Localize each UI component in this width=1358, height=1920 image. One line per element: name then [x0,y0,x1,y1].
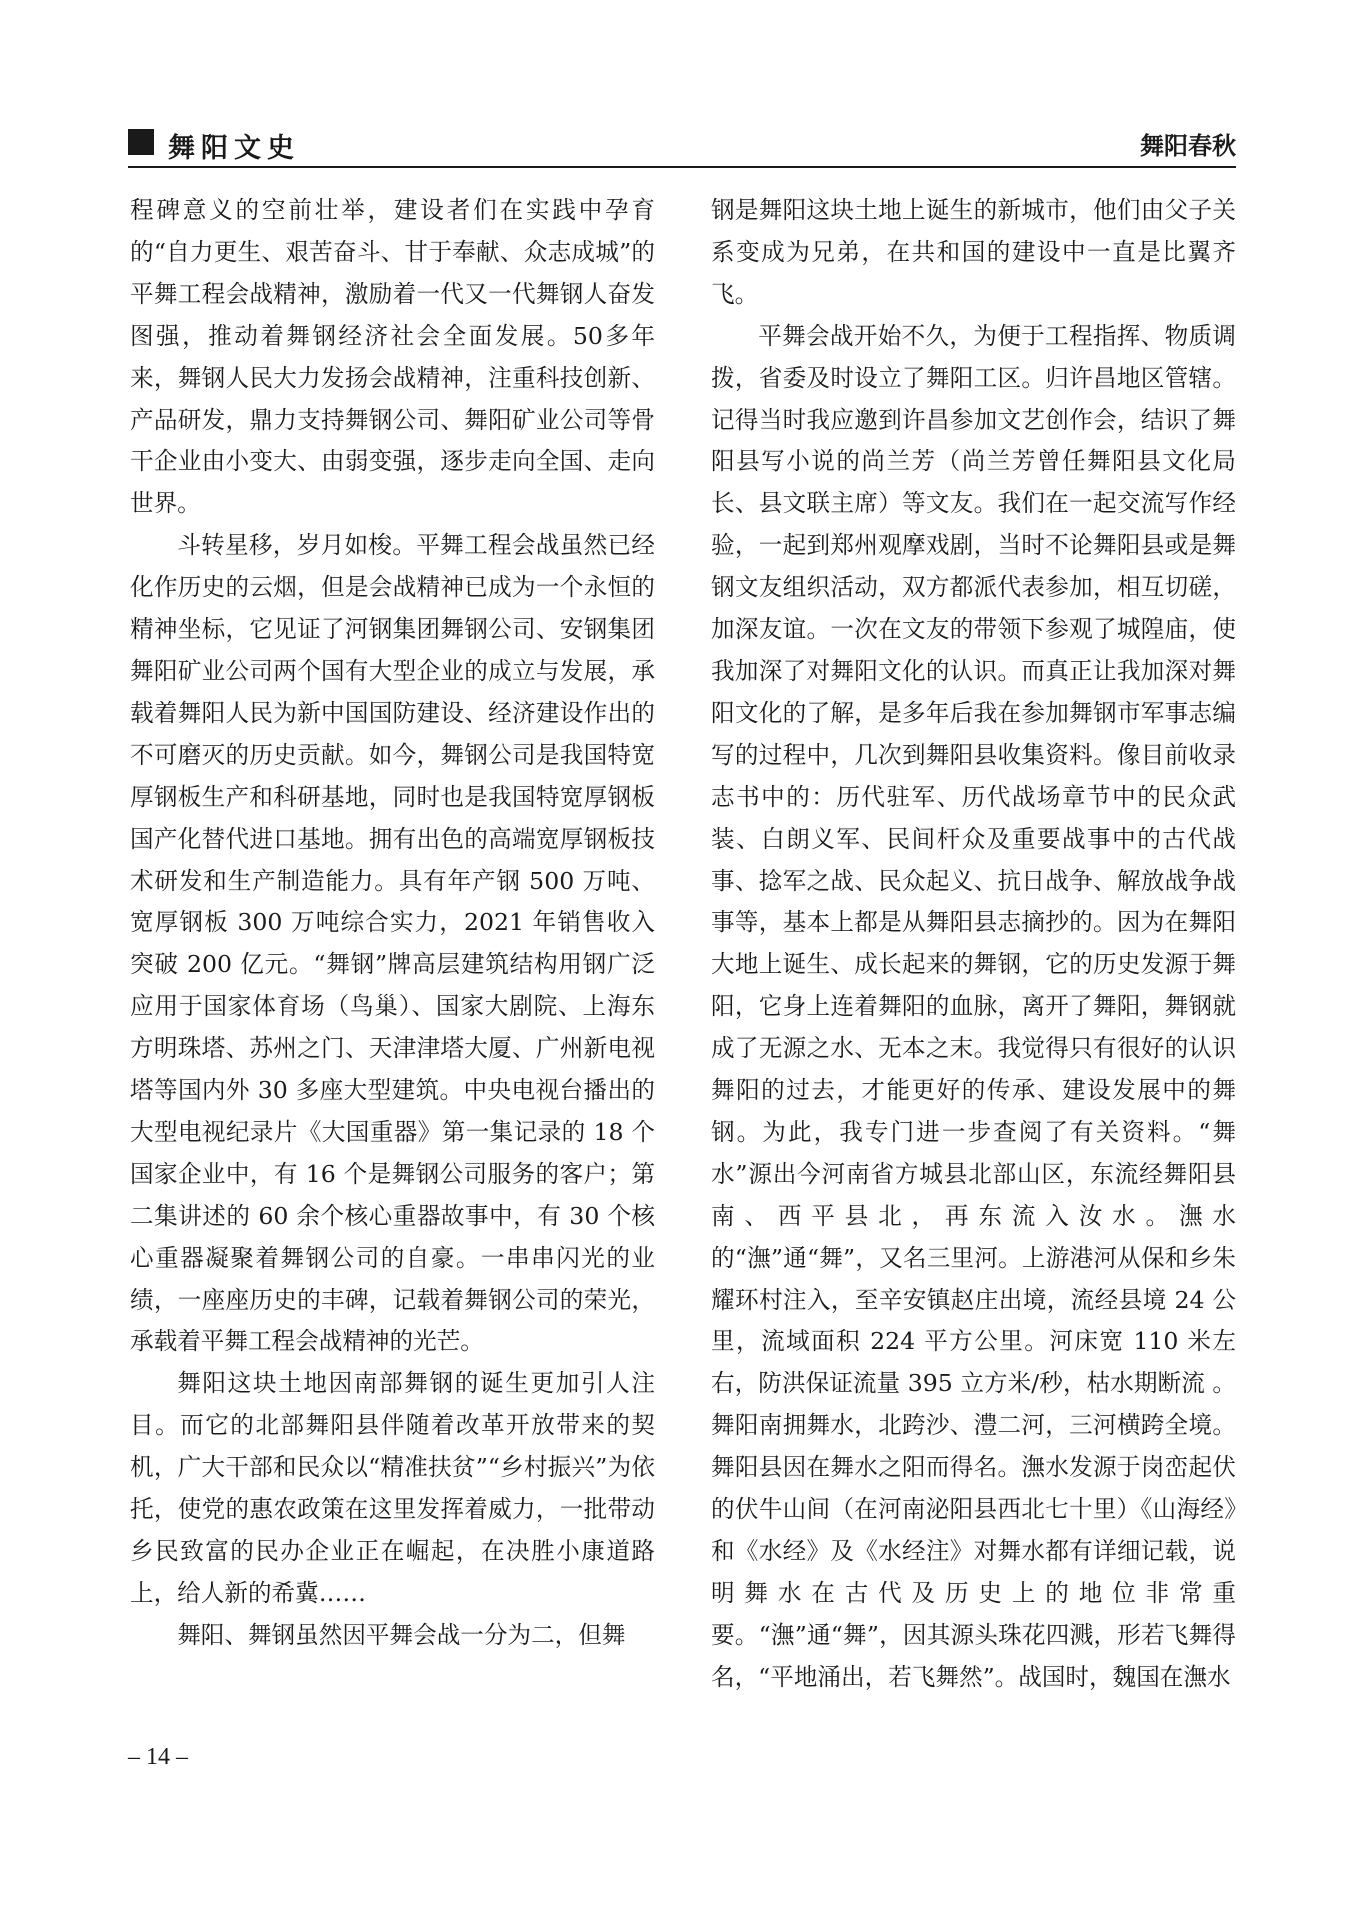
journal-title: 舞阳文史 [168,133,300,164]
header-square-icon [128,129,154,155]
left-column [130,190,655,1657]
header-rule [128,166,1236,168]
paragraph: 舞阳这块土地因南部舞钢的诞生更加引人注目。而它的北部舞阳县伴随着改革开放带来的契机，广大干部和民众以“精准扶贫”“乡村振兴”为依托，使党的惠农政策在这里发挥着威力，一批带动乡民致富的民办企业正在崛起，在决胜小康道路上，给人新的希冀…… [130,1369,655,1607]
paragraph: 舞阳、舞钢虽然因平舞会战一分为二，但舞 [177,1620,626,1649]
paragraph: 程碑意义的空前壮举，建设者们在实践中孕育的“自力更生、艰苦奋斗、甘于奉献、众志成城”的平舞工程会战精神，激励着一代又一代舞钢人奋发图强，推动着舞钢经济社会全面发展。50多年来，舞钢人民大力发扬会战精神，注重科技创新、产品研发，鼎力支持舞钢公司、舞阳矿业公司等骨干企业由小变大、由弱变强，逐步走向全国、走向世界。 [130,196,655,518]
paragraph: 平舞会战开始不久，为便于工程指挥、物质调拨，省委及时设立了舞阳工区。归许昌地区管辖。记得当时我应邀到许昌参加文艺创作会，结识了舞阳县写小说的尚兰芳（尚兰芳曾任舞阳县文化局长、县文联主席）等文友。我们在一起交流写作经验，一起到郑州观摩戏剧，当时不论舞阳县或是舞钢文友组织活动，双方都派代表参加，相互切磋，加深友谊。一次在文友的带领下参观了城隍庙，使我加深了对舞阳文化的认识。而真正让我加深对舞阳文化的了解，是多年后我在参加舞钢市军事志编写的过程中，几次到舞阳县收集资料。像目前收录志书中的：历代驻军、历代战场章节中的民众武装、白朗义军、民间杆众及重要战事中的古代战事、捻军之战、民众起义、抗日战争、解放战争战事等，基本上都是从舞阳县志摘抄的。因为在舞阳大地上诞生、成长起来的舞钢，它的历史发源于舞阳，它身上连着舞阳的血脉，离开了舞阳，舞钢就成了无源之水、无本之末。我觉得只有很好的认识舞阳的过去，才能更好的传承、建设发展中的舞钢。为此，我专门进一步查阅了有关资料。“舞水”源出今河南省方城县北部山区，东流经舞阳县南、西平县北，再东流入汝水。潕水的“潕”通“舞”，又名三里河。上游港河从保和乡朱耀环村注入，至辛安镇赵庄出境，流经县境 24 公里，流域面积 224 平方公里。河床宽 110 米左右，防洪保证流量 395 立方米/秒，枯水期断流 。舞阳南拥舞水，北跨沙、澧二河，三河横跨全境。舞阳县因在舞水之阳而得名。潕水发源于岗峦起伏的伏牛山间（在河南泌阳县西北七十里）《山海经》和《水经》及《水经注》对舞水都有详细记载，说明舞水在古代及历史上的地位非常重要。“潕”通“舞”，因其源头珠花四溅，形若飞舞得名，“平地涌出，若飞舞然”。战国时，魏国在潕水 [711,321,1236,1691]
right-column [711,190,1236,1699]
paragraph: 钢是舞阳这块土地上诞生的新城市，他们由父子关系变成为兄弟，在共和国的建设中一直是比翼齐飞。 [711,196,1236,308]
paragraph: 斗转星移，岁月如梭。平舞工程会战虽然已经化作历史的云烟，但是会战精神已成为一个永恒的精神坐标，它见证了河钢集团舞钢公司、安钢集团舞阳矿业公司两个国有大型企业的成立与发展，承载着舞阳人民为新中国国防建设、经济建设作出的不可磨灭的历史贡献。如今，舞钢公司是我国特宽厚钢板生产和科研基地，同时也是我国特宽厚钢板国产化替代进口基地。拥有出色的高端宽厚钢板技术研发和生产制造能力。具有年产钢 500 万吨、宽厚钢板 300 万吨综合实力，2021 年销售收入突破 200 亿元。“舞钢”牌高层建筑结构用钢广泛应用于国家体育场（鸟巢）、国家大剧院、上海东方明珠塔、苏州之门、天津津塔大厦、广州新电视塔等国内外 30 多座大型建筑。中央电视台播出的大型电视纪录片《大国重器》第一集记录的 18 个国家企业中，有 16 个是舞钢公司服务的客户；第二集讲述的 60 余个核心重器故事中，有 30 个核心重器凝聚着舞钢公司的自豪。一串串闪光的业绩，一座座历史的丰碑，记载着舞钢公司的荣光，承载着平舞工程会战精神的光芒。 [130,531,655,1356]
page-header [128,126,1236,164]
page-number: – 14 – [128,1744,188,1770]
section-title: 舞阳春秋 [1140,132,1236,160]
